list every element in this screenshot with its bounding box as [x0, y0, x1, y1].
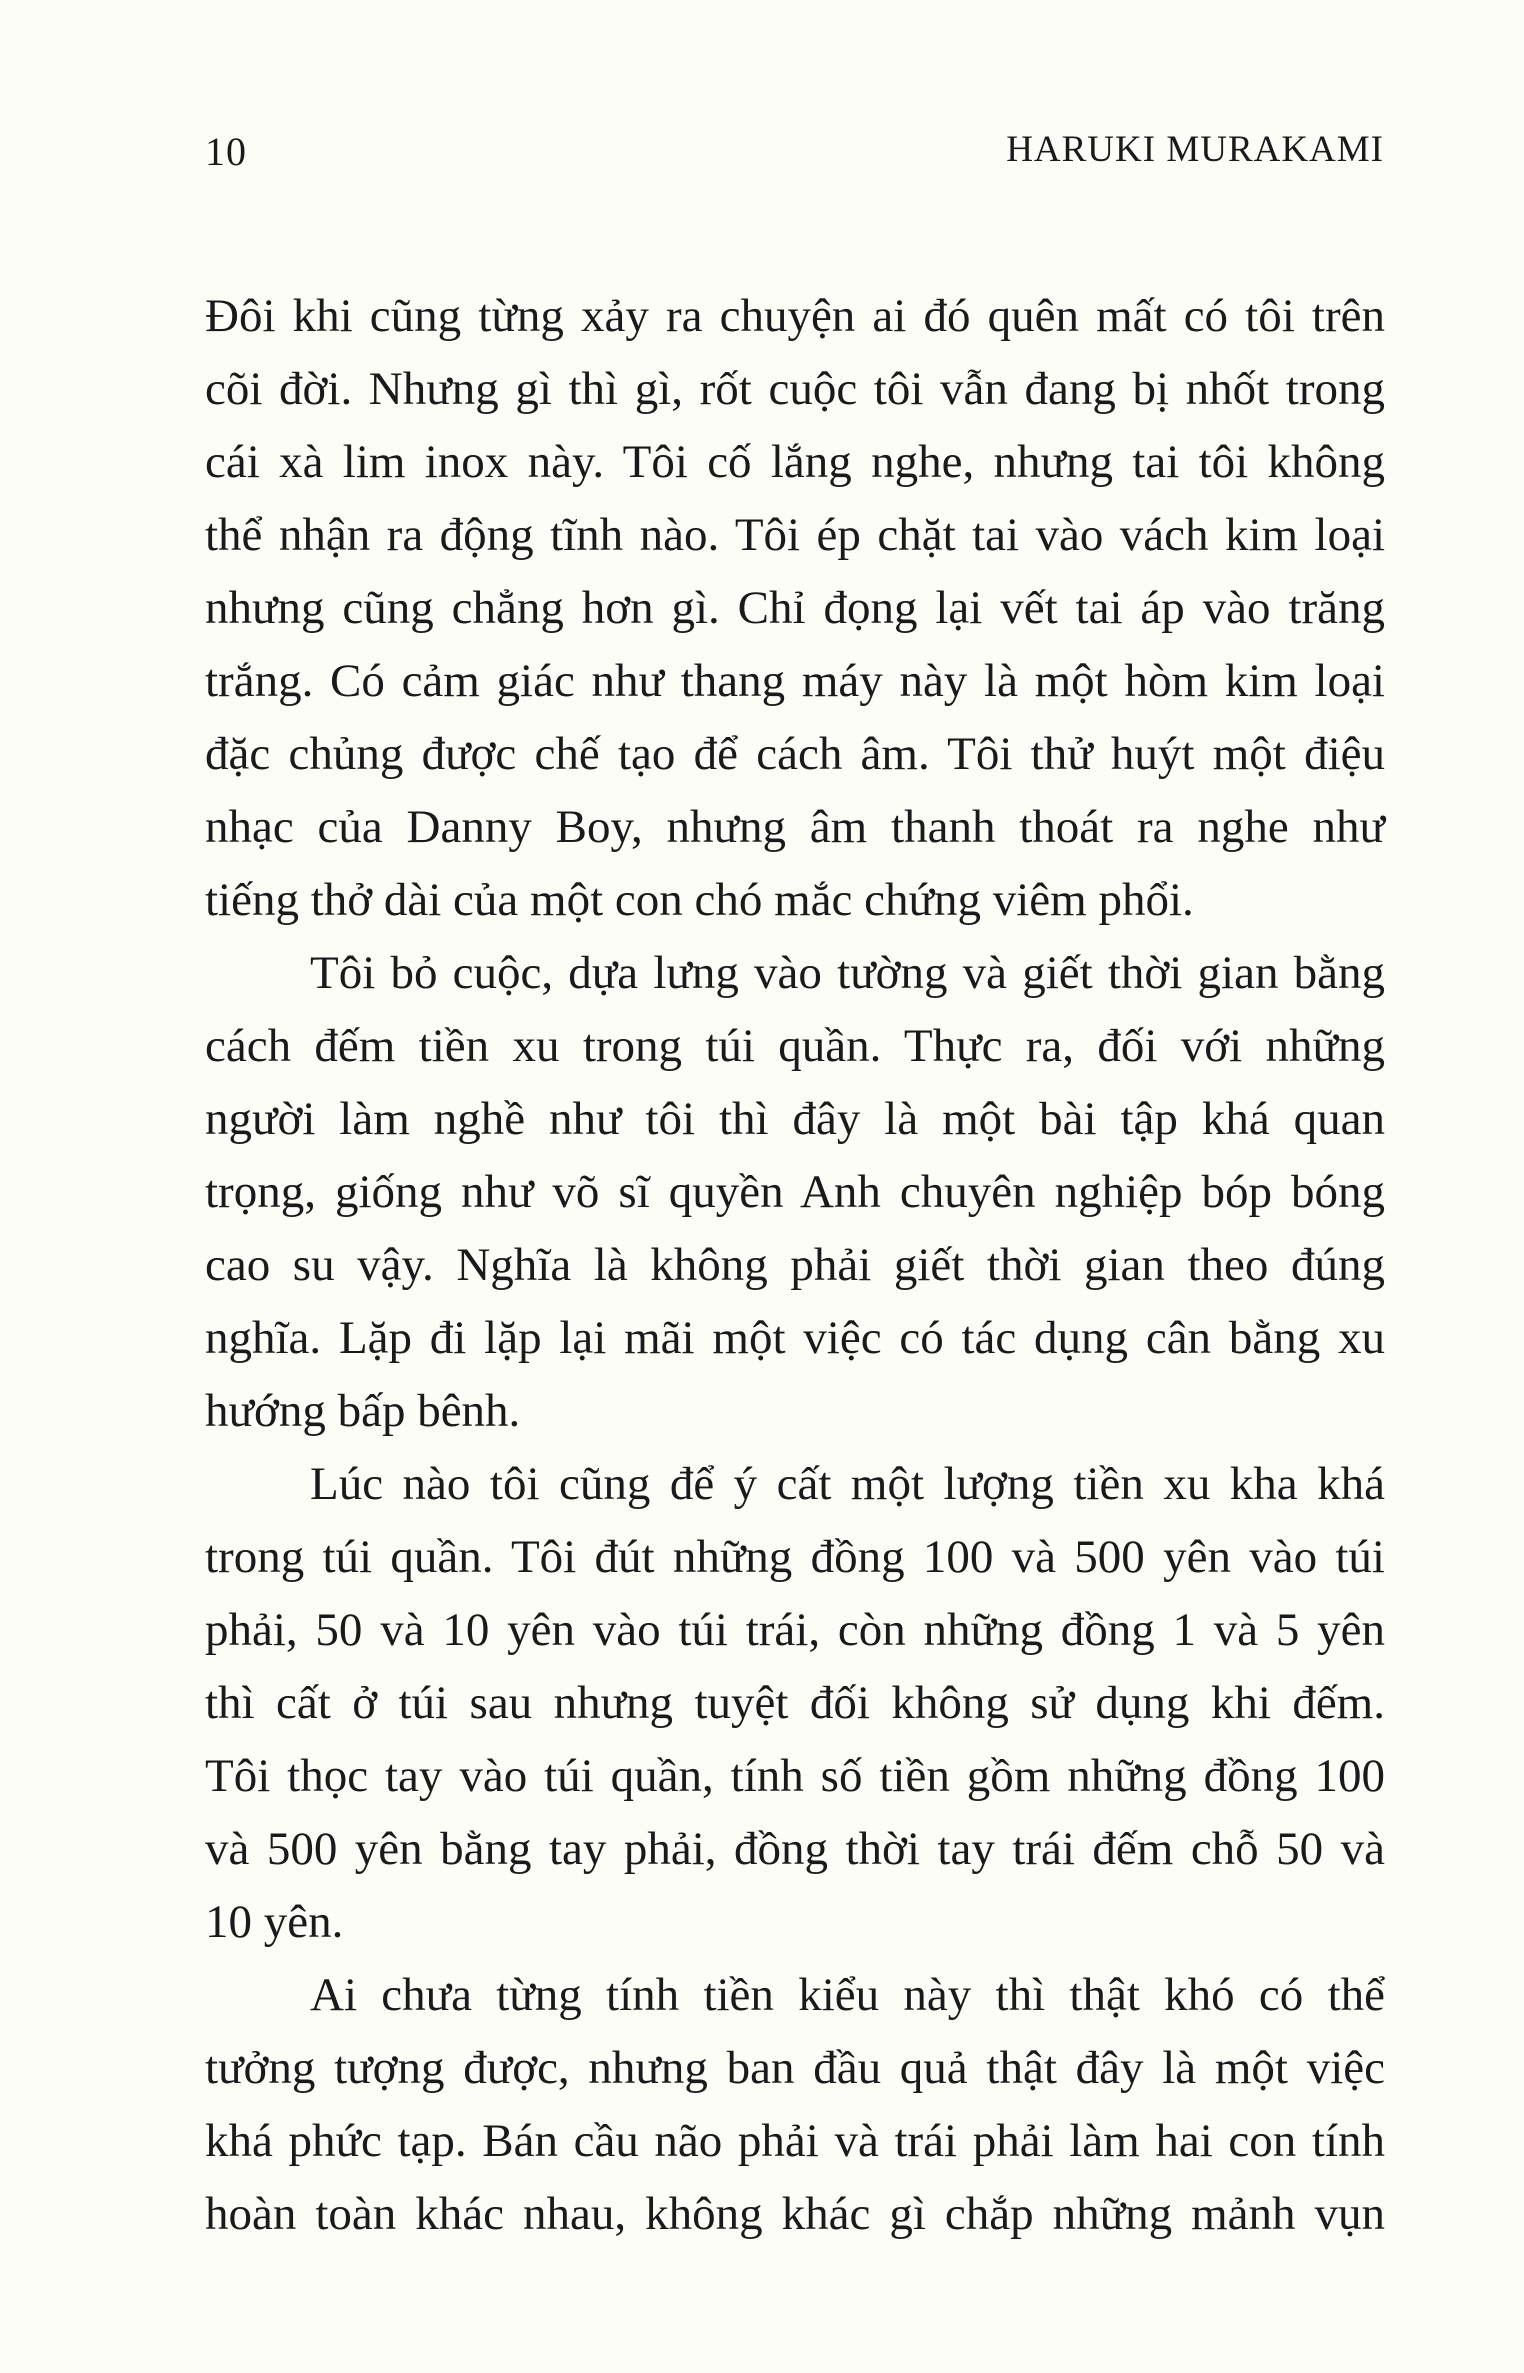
- page-number: 10: [205, 129, 247, 174]
- text-line: hoàn toàn khác nhau, không khác gì chắp những mảnh vụn: [205, 2188, 1385, 2240]
- text-line: hướng bấp bênh.: [205, 1385, 521, 1437]
- text-line: và 500 yên bằng tay phải, đồng thời tay trái đếm chỗ 50 và: [205, 1823, 1385, 1875]
- text-line: trắng. Có cảm giác như thang máy này là một hòm kim loại: [205, 655, 1385, 707]
- text-line: nhạc của Danny Boy, nhưng âm thanh thoát ra nghe như: [205, 801, 1385, 853]
- text-line: trọng, giống như võ sĩ quyền Anh chuyên nghiệp bóp bóng: [205, 1166, 1385, 1218]
- paragraph-first-line: Tôi bỏ cuộc, dựa lưng vào tường và giết thời gian bằng: [310, 947, 1385, 999]
- text-line: thể nhận ra động tĩnh nào. Tôi ép chặt tai vào vách kim loại: [205, 509, 1385, 561]
- text-line: trong túi quần. Tôi đút những đồng 100 và 500 yên vào túi: [205, 1531, 1385, 1583]
- running-head: [205, 128, 1384, 188]
- text-line: cách đếm tiền xu trong túi quần. Thực ra, đối với những: [205, 1020, 1385, 1072]
- text-line: Tôi thọc tay vào túi quần, tính số tiền gồm những đồng 100: [205, 1750, 1385, 1802]
- text-line: nghĩa. Lặp đi lặp lại mãi một việc có tác dụng cân bằng xu: [205, 1312, 1385, 1364]
- text-line: đặc chủng được chế tạo để cách âm. Tôi thử huýt một điệu: [205, 728, 1385, 780]
- paragraph-first-line: Lúc nào tôi cũng để ý cất một lượng tiền xu kha khá: [310, 1458, 1385, 1510]
- text-line: tiếng thở dài của một con chó mắc chứng viêm phổi.: [205, 874, 1194, 926]
- text-line: cái xà lim inox này. Tôi cố lắng nghe, nhưng tai tôi không: [205, 436, 1385, 488]
- paragraph-first-line: Ai chưa từng tính tiền kiểu này thì thật khó có thể: [310, 1969, 1385, 2021]
- text-line: khá phức tạp. Bán cầu não phải và trái phải làm hai con tính: [205, 2115, 1385, 2167]
- text-line: cao su vậy. Nghĩa là không phải giết thời gian theo đúng: [205, 1239, 1385, 1291]
- text-line: người làm nghề như tôi thì đây là một bài tập khá quan: [205, 1093, 1385, 1145]
- text-line: cõi đời. Nhưng gì thì gì, rốt cuộc tôi vẫn đang bị nhốt trong: [205, 363, 1385, 415]
- text-line: Đôi khi cũng từng xảy ra chuyện ai đó quên mất có tôi trên: [205, 290, 1385, 342]
- text-line: thì cất ở túi sau nhưng tuyệt đối không sử dụng khi đếm.: [205, 1677, 1385, 1729]
- text-line: nhưng cũng chẳng hơn gì. Chỉ đọng lại vết tai áp vào trăng: [205, 582, 1385, 634]
- running-head-author: HARUKI MURAKAMI: [1006, 129, 1384, 170]
- body-text: [205, 280, 1385, 2251]
- text-line: tưởng tượng được, nhưng ban đầu quả thật đây là một việc: [205, 2042, 1385, 2094]
- text-line: phải, 50 và 10 yên vào túi trái, còn những đồng 1 và 5 yên: [205, 1604, 1385, 1656]
- text-line: 10 yên.: [205, 1896, 344, 1948]
